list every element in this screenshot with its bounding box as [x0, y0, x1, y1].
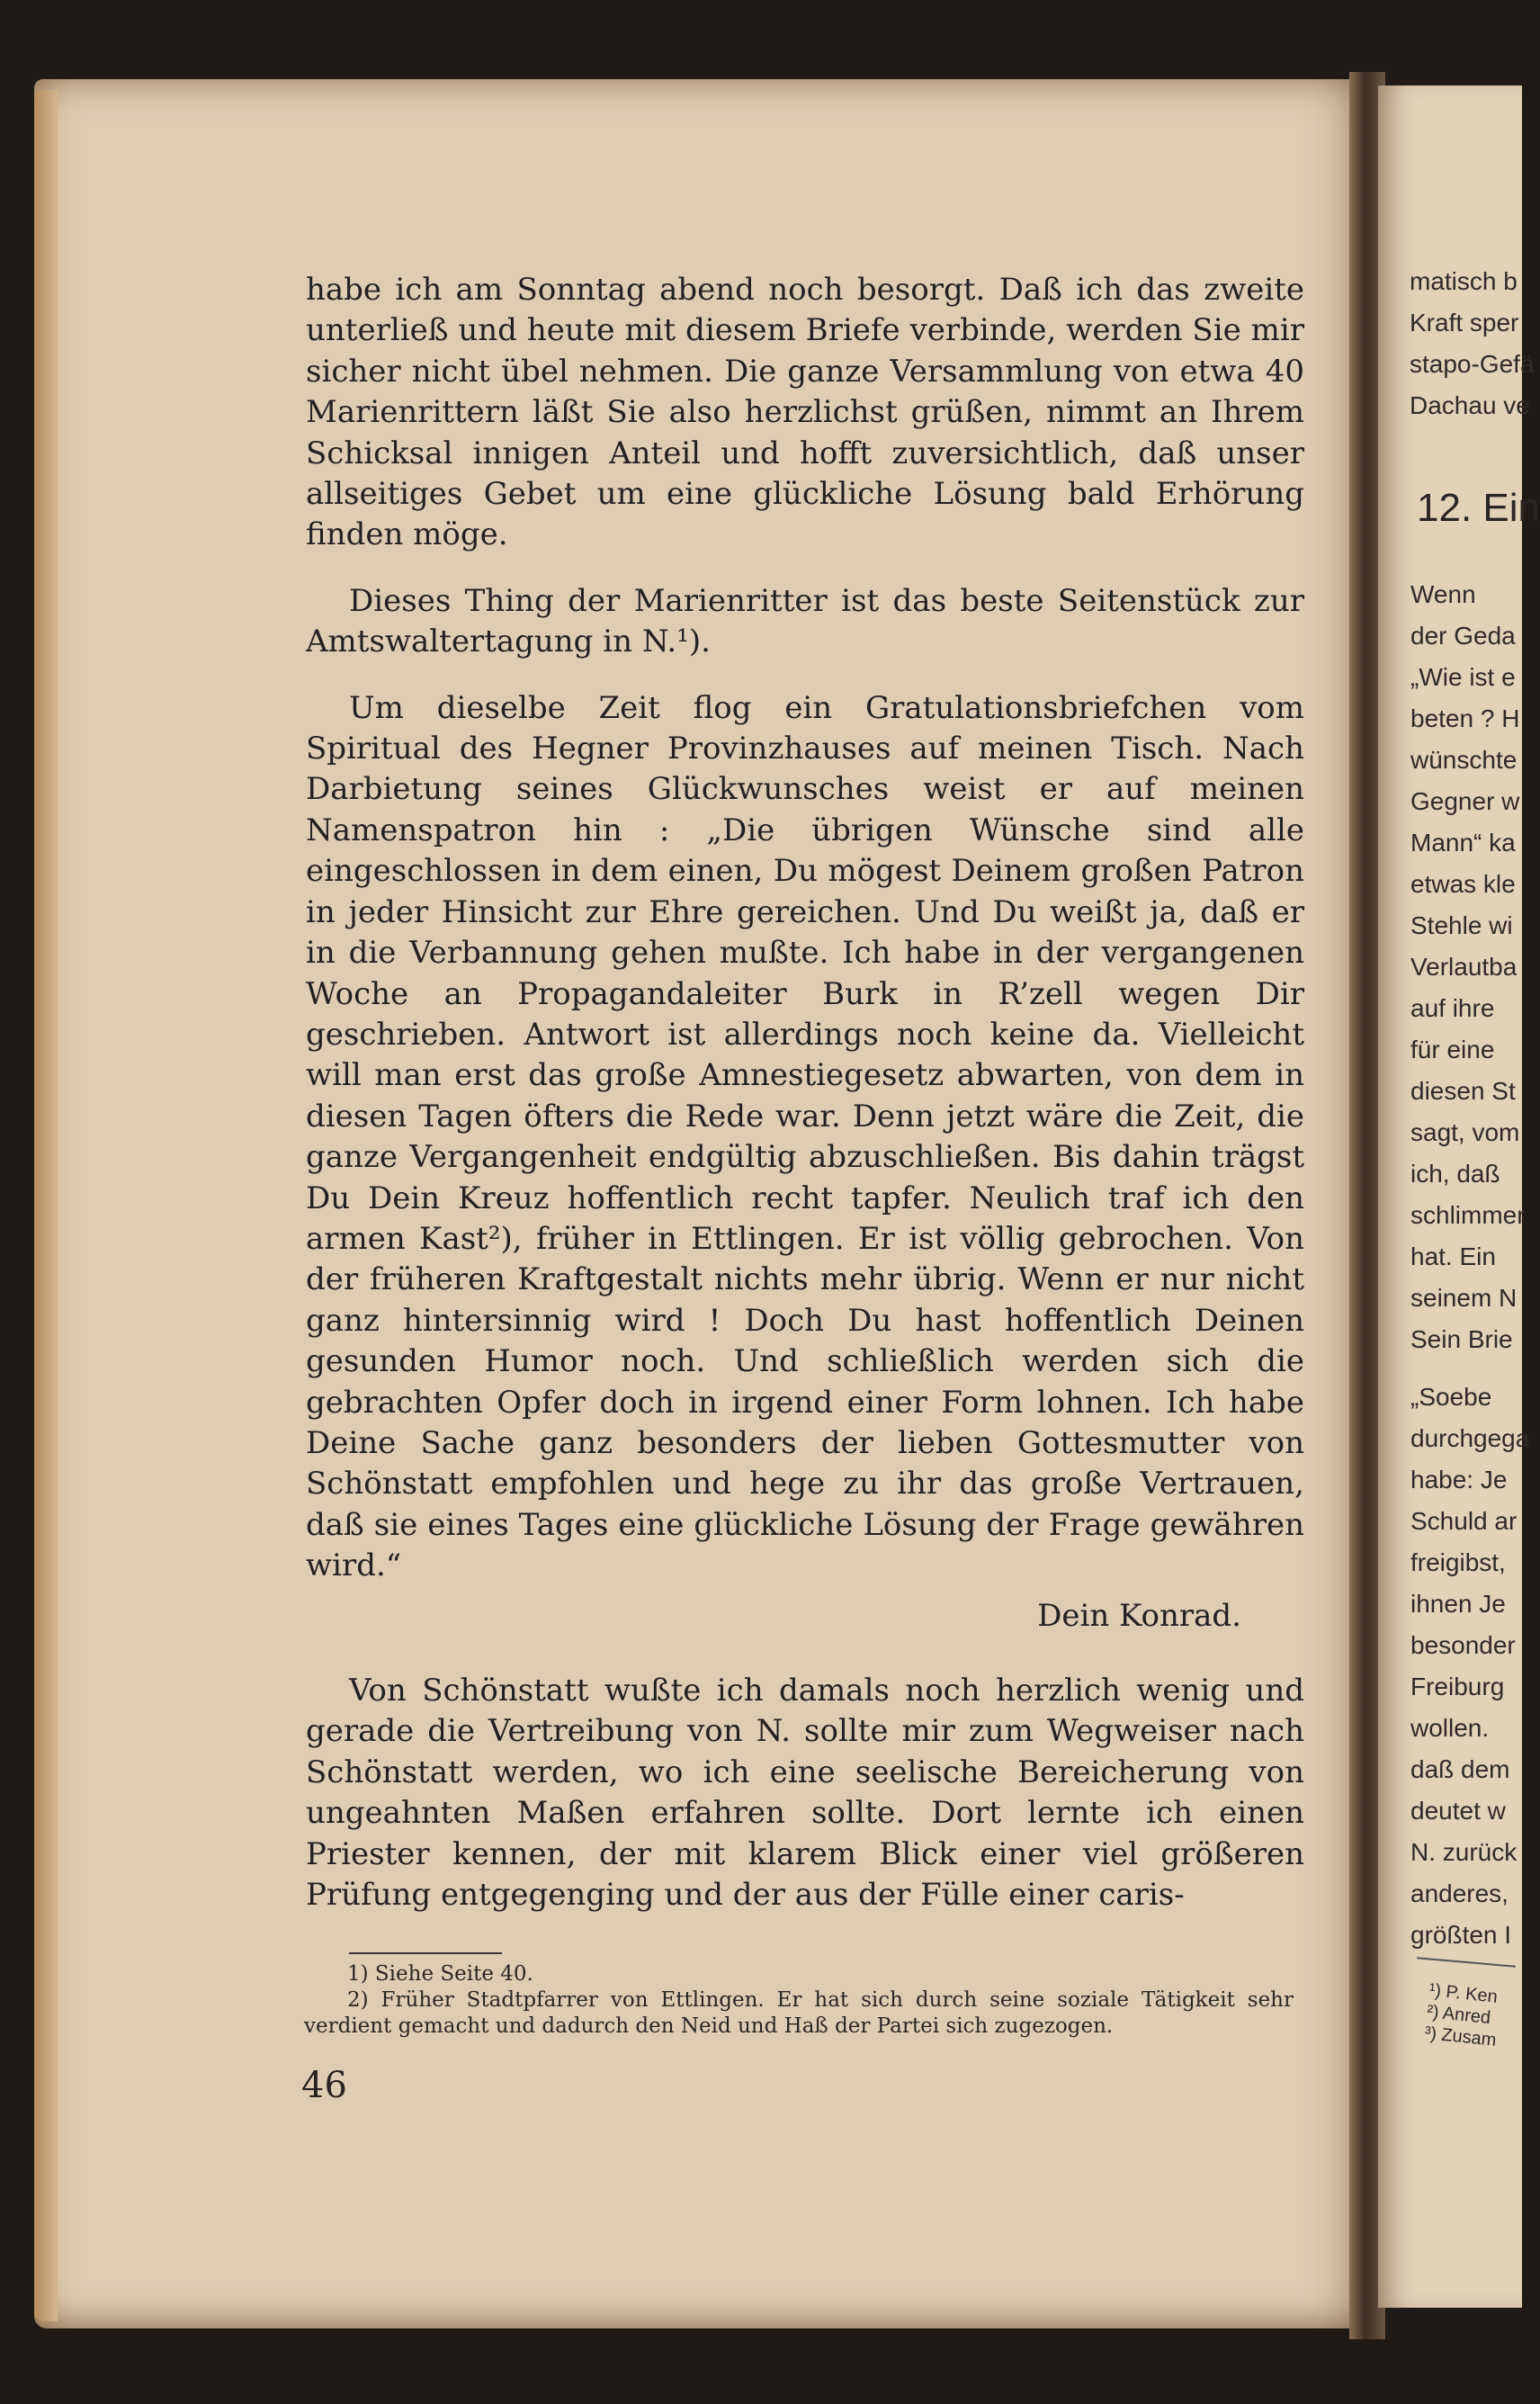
footnote: ¹) P. Ken — [1428, 1979, 1499, 2007]
text-line: Stehle wi — [1410, 911, 1513, 939]
text-line: ihnen Je — [1410, 1590, 1506, 1618]
text-line: der Geda — [1410, 622, 1516, 650]
text-line: diesen St — [1410, 1077, 1516, 1105]
footnote: ³) Zusam — [1423, 2023, 1498, 2050]
text-line: schlimmer — [1410, 1201, 1526, 1229]
text-line: habe: Je — [1410, 1466, 1508, 1494]
right-page-text-top — [1410, 261, 1535, 426]
paragraph: Dieses Thing der Marienritter ist das beste Seitenstück zur Amtswaltertagung in N.¹). — [306, 582, 1304, 660]
text-line: wünschte — [1410, 746, 1518, 774]
right-page-text-body — [1410, 574, 1530, 1956]
text-line: Verlautba — [1410, 953, 1518, 981]
text-line: Gegner w — [1410, 787, 1520, 815]
text-line: Freiburg — [1410, 1673, 1505, 1700]
footnote: 2) Früher Stadtpfarrer von Ettlingen. Er hat sich durch seine soziale Tätigkeit sehr verdient gemacht und dadurch den Neid und Haß der Partei sich zugezogen. — [304, 1988, 1294, 2038]
text-line: Wenn — [1410, 580, 1476, 608]
text-line: für eine — [1410, 1036, 1495, 1063]
text-line: matisch b — [1410, 267, 1518, 295]
text-line: freigibst, — [1410, 1548, 1506, 1576]
text-line: „Soebe — [1410, 1383, 1492, 1411]
paragraph: Um dieselbe Zeit flog ein Gratulationsbriefchen vom Spiritual des Hegner Provinzhauses auf meinen Tisch. Nach Darbietung seines Glückwunsches weist er auf meinen Namenspatron hin : „Die übrigen Wünsche sind alle eingeschlossen in dem einen, Du mögest Deinem großen Patron in jeder Hinsicht zur Ehre gereichen. Und Du weißt ja, daß er in die Verbannung gehen mußte. Ich habe in der vergangenen Woche an Propagandaleiter Burk in R’zell wegen Dir geschrieben. Antwort ist allerdings noch keine da. Vielleicht will man erst das große Amnestiegesetz abwarten, von dem in diesen Tagen öfters die Rede war. Denn jetzt wäre die Zeit, die ganze Vergangenheit endgültig abzuschließen. Bis dahin trägst Du Dein Kreuz hoffentlich recht tapfer. Neulich traf ich den armen Kast²), früher in Ettlingen. Er ist völlig gebrochen. Von der früheren Kraftgestalt nichts mehr übrig. Wenn er nur nicht ganz hintersinnig wird ! Doch Du hast hoffentlich Deinen gesunden Humor noch. Und schließlich werden sich die gebrachten Opfer doch in irgend einer Form lohnen. Ich habe Deine Sache ganz besonders der lieben Gottesmutter von Schönstatt empfohlen und hege zu ihr das große Vertrauen, daß sie eines Tages eine glückliche Lösung der Frage gewähren wird.“ — [306, 689, 1304, 1584]
text-line: etwas kle — [1410, 870, 1516, 898]
text-line: hat. Ein — [1410, 1242, 1496, 1270]
main-text — [306, 270, 1304, 1915]
text-line: Schuld ar — [1410, 1507, 1518, 1535]
text-line: stapo-Gefä — [1410, 350, 1535, 378]
text-line: deutet w — [1410, 1797, 1506, 1825]
text-line: daß dem — [1410, 1755, 1510, 1783]
text-line: wollen. — [1410, 1714, 1490, 1742]
footnotes — [304, 1961, 1294, 2040]
text-line: „Wie ist e — [1410, 663, 1516, 691]
text-line: durchgega — [1410, 1424, 1530, 1452]
chapter-heading: 12. Ein — [1417, 486, 1540, 530]
text-line: anderes, — [1410, 1879, 1509, 1907]
page-edge — [34, 90, 58, 2321]
right-page-footnotes — [1423, 1979, 1519, 2053]
text-line: ich, daß — [1410, 1160, 1500, 1188]
footnote: ²) Anred — [1426, 2001, 1492, 2029]
text-line: beten ? H — [1410, 704, 1520, 732]
text-line: Mann“ ka — [1410, 829, 1516, 857]
text-line: auf ihre — [1410, 994, 1495, 1022]
text-line: Kraft sper — [1410, 309, 1519, 336]
text-line: besonder — [1410, 1631, 1516, 1659]
text-line: Dachau ve — [1410, 391, 1530, 419]
footnote-divider — [349, 1952, 502, 1954]
text-line: sagt, vom — [1410, 1118, 1520, 1146]
text-line: N. zurück — [1410, 1838, 1518, 1866]
signature: Dein Konrad. — [1037, 1597, 1241, 1634]
page-number: 46 — [301, 2065, 347, 2106]
footnote: 1) Siehe Seite 40. — [347, 1962, 533, 1986]
text-line: seinem N — [1410, 1284, 1518, 1312]
paragraph: Von Schönstatt wußte ich damals noch herzlich wenig und gerade die Vertreibung von N. sollte mir zum Wegweiser nach Schönstatt werden, wo ich eine seelische Bereicherung von ungeahnten Maßen erfahren sollte. Dort lernte ich einen Priester kennen, der mit klarem Blick einer viel größeren Prüfung entgegenging und der aus der Fülle einer caris- — [306, 1673, 1304, 1914]
text-line: Sein Brie — [1410, 1325, 1513, 1353]
paragraph: habe ich am Sonntag abend noch besorgt. Daß ich das zweite unterließ und heute mit diesem Briefe verbinde, werden Sie mir sicher nicht übel nehmen. Die ganze Versammlung von etwa 40 Marienrittern läßt Sie also herzlichst grüßen, nimmt an Ihrem Schicksal innigen Anteil und hofft zuversichtlich, daß unser allseitiges Gebet um eine glückliche Lösung bald Erhörung finden möge. — [306, 272, 1304, 553]
text-line: größten I — [1410, 1921, 1512, 1949]
